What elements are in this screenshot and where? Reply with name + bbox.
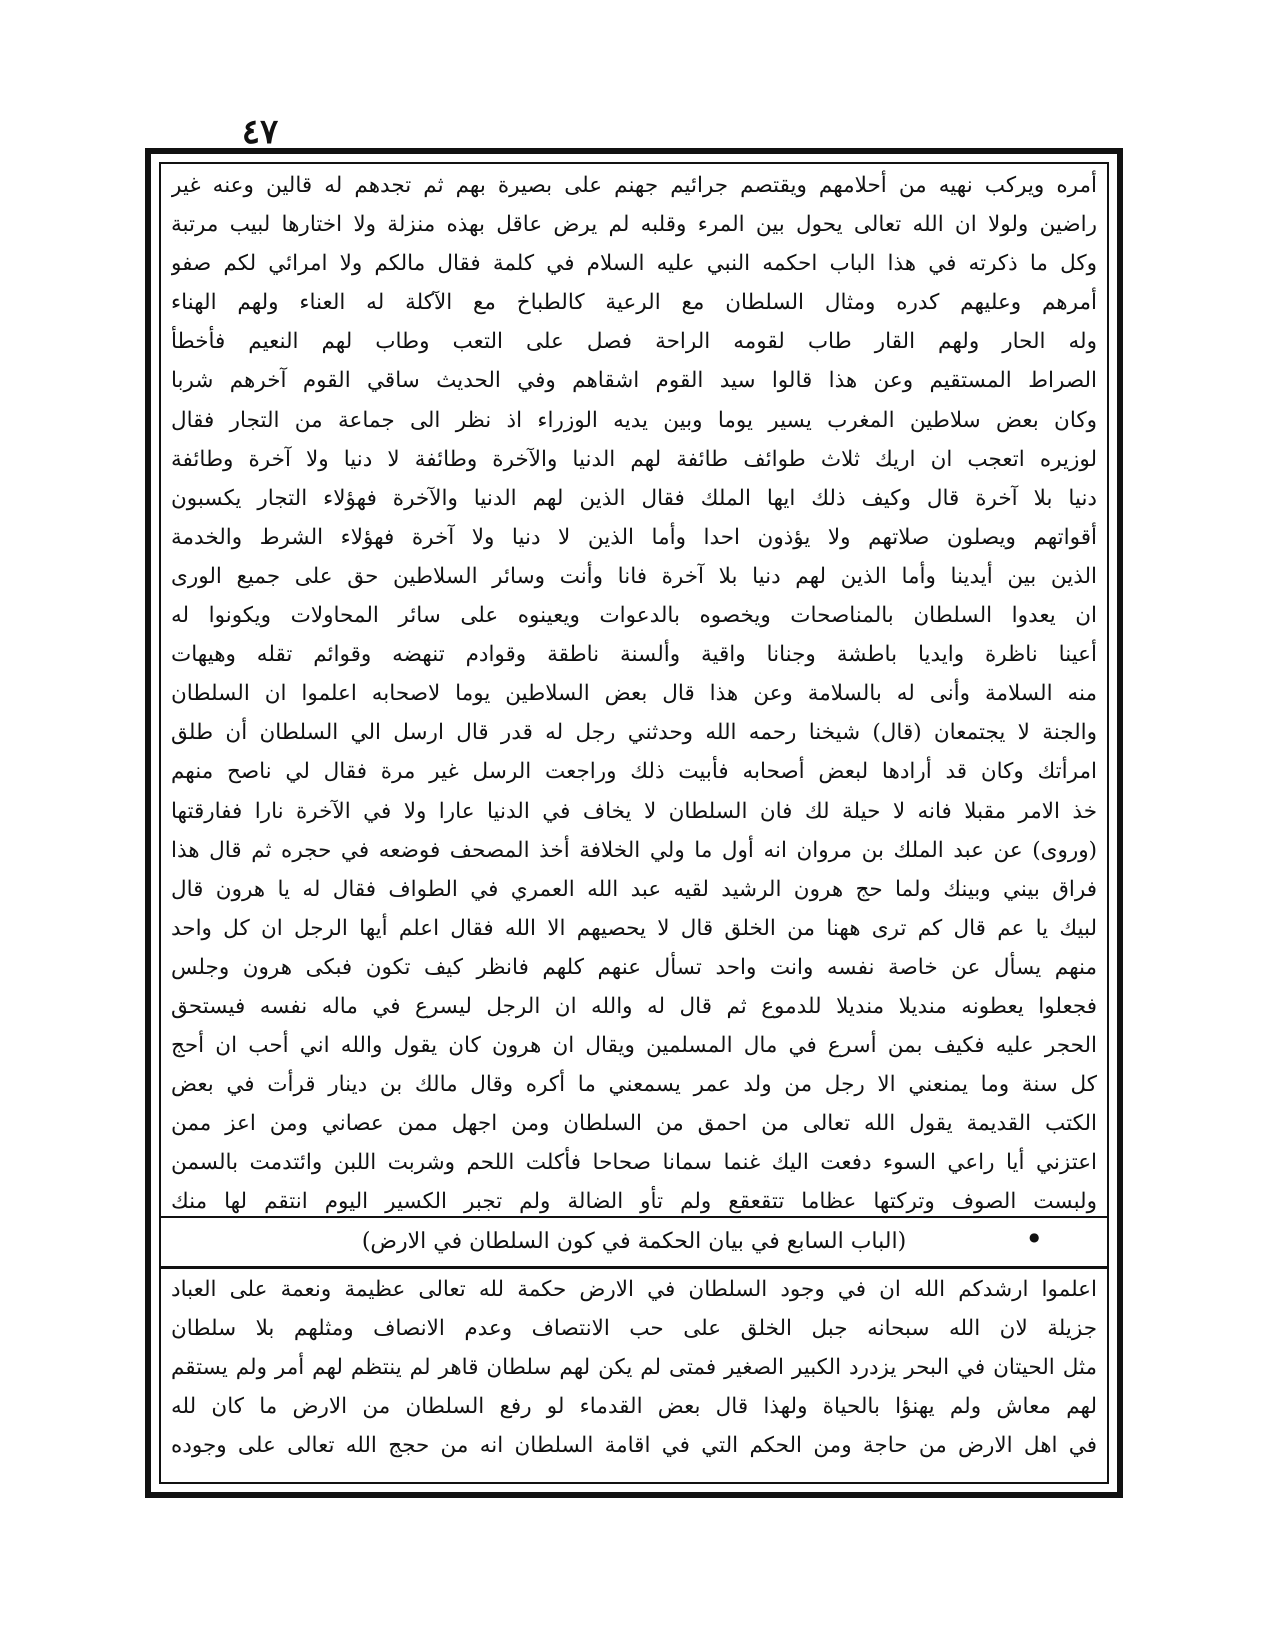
text-line: وله الحار ولهم القار طاب لقومه الراحة فصل على التعب وطاب لهم النعيم فأخطأ	[171, 329, 1097, 355]
text-line: راضين ولولا ان الله تعالى يحول بين المرء وقلبه لم يرض عاقل بهذه منزلة ولا اختارها لبيب مرتبة	[171, 212, 1097, 238]
text-line: الذين بين أيدينا وأما الذين لهم دنيا بلا آخرة فانا وأنت وسائر السلاطين حق على جميع الورى	[171, 563, 1097, 589]
text-line: أقواتهم ويصلون صلاتهم ولا يؤذون احدا وأما الذين لا دنيا ولا آخرة فهؤلاء الشرط والخدمة	[171, 524, 1097, 550]
text-line: ان يعدوا السلطان بالمناصحات ويخصوه بالدعوات ويعينوه على سائر المحاولات ويكونوا له	[171, 603, 1097, 629]
text-line: كل سنة وما يمنعني الا رجل من ولد عمر يسمعني ما أكره وقال مالك بن دينار قرأت في بعض	[171, 1072, 1097, 1098]
text-line: الصراط المستقيم وعن هذا قالوا سيد القوم اشقاهم وفي الحديث ساقي القوم آخرهم شربا	[171, 368, 1097, 394]
chapter-text-block	[171, 1270, 1097, 1480]
text-line: خذ الامر مقبلا فانه لا حيلة لك فان السلطان لا يخاف في الدنيا عارا ولا في الآخرة نارا ففارقتها	[171, 798, 1097, 824]
text-line: أمره ويركب نهيه من أحلامهم ويقتصم جرائيم جهنم على بصيرة بهم ثم تجدهم له قالين وعنه غير	[171, 173, 1097, 198]
text-line: (وروى) عن عبد الملك بن مروان انه أول ما ولي الخلافة أخذ المصحف فوضعه في حجره ثم قال هذا	[171, 837, 1097, 863]
text-line: لوزيره اتعجب ان اريك ثلاث طوائف طائفة لهم الدنيا والآخرة وطائفة لا دنيا ولا آخرة وطائفة	[171, 446, 1097, 472]
page-frame	[145, 148, 1123, 1498]
chapter-heading: (الباب السابع في بيان الحكمة في كون السلطان في الارض)	[361, 1229, 907, 1254]
inner-frame	[159, 162, 1109, 1484]
chapter-heading-band	[161, 1216, 1107, 1269]
chapter-line: جزيلة لان الله سبحانه جبل الخلق على حب الانتصاف وعدم الانصاف ومثلهم بلا سلطان	[171, 1316, 1097, 1342]
text-line: أمرهم وعليهم كدره ومثال السلطان مع الرعية كالطباخ مع الآكلة له العناء ولهم الهناء	[171, 290, 1097, 316]
text-line: الكتب القديمة يقول الله تعالى من احمق من السلطان ومن اجهل ممن عصاني ومن اعز ممن	[171, 1111, 1097, 1137]
text-line: دنيا بلا آخرة قال وكيف ذلك ايها الملك فقال الذين لهم الدنيا والآخرة فهؤلاء التجار يكسبون	[171, 485, 1097, 511]
page-number: ٤٧	[241, 112, 279, 152]
text-line: فراق بيني وبينك ولما حج هرون الرشيد لقيه عبد الله العمري في الطواف فقال له يا هرون قال	[171, 876, 1097, 902]
chapter-line: مثل الحيتان في البحر يزدرد الكبير الصغير فمتى لم يكن لهم سلطان قاهر لم ينتظم لهم أمر ولم يستقم	[171, 1355, 1097, 1381]
text-line: وكان بعض سلاطين المغرب يسير يوما وبين يديه الوزراء اذ نظر الى جماعة من التجار فقال	[171, 407, 1097, 433]
chapter-line: اعلموا ارشدكم الله ان في وجود السلطان في الارض حكمة لله تعالى عظيمة ونعمة على العباد	[171, 1277, 1097, 1302]
text-line: اعتزني أيا راعي السوء دفعت اليك غنما سمانا صحاحا فأكلت اللحم وشربت اللبن وائتدمت بالسمن	[171, 1150, 1097, 1176]
text-line: والجنة لا يجتمعان (قال) شيخنا رحمه الله وحدثني رجل له قدر قال ارسل الي السلطان أن طلق	[171, 720, 1097, 746]
chapter-line: لهم معاش ولم يهنؤا بالحياة ولهذا قال بعض القدماء لو رفع السلطان من الارض ما كان لله	[171, 1394, 1097, 1420]
text-line: ولبست الصوف وتركتها عظاما تتقعقع ولم تأو الضالة ولم تجبر الكسير اليوم انتقم لها منك	[171, 1189, 1097, 1215]
text-line: الحجر عليه فكيف بمن أسرع في مال المسلمين ويقال ان هرون كان يقول والله اني أحب ان أحج	[171, 1033, 1097, 1059]
text-line: امرأتك وكان قد أرادها لبعض أصحابه فأبيت ذلك وراجعت الرسل غير مرة فقال لي ناصح منهم	[171, 759, 1097, 785]
main-text-block	[171, 166, 1097, 1215]
text-line: منه السلامة وأنى له بالسلامة وعن هذا قال بعض السلاطين يوما لاصحابه اعلموا ان السلطان	[171, 681, 1097, 707]
text-line: منهم يسأل عن خاصة نفسه وانت واحد تسأل عنهم كلهم فانظر كيف تكون فبكى هرون وجلس	[171, 954, 1097, 980]
chapter-line: في اهل الارض من حاجة ومن الحكم التي في اقامة السلطان انه من حجج الله تعالى على وجوده	[171, 1433, 1097, 1459]
dot-marker-icon: ●	[1029, 1230, 1040, 1244]
text-line: وكل ما ذكرته في هذا الباب احكمه النبي عليه السلام في كلمة فقال مالكم ولا امرائي لكم صفو	[171, 251, 1097, 277]
text-line: فجعلوا يعطونه منديلا منديلا للدموع ثم قال له والله ان الرجل ليسرع في ماله نفسه فيستحق	[171, 993, 1097, 1019]
text-line: أعينا ناظرة وايديا باطشة وجنانا واقية وألسنة ناطقة وقوادم تنهضه وقوائم تقله وهيهات	[171, 642, 1097, 668]
text-line: لبيك يا عم قال كم ترى ههنا من الخلق قال لا يحصيهم الا الله فقال اعلم أيها الرجل ان كل واحد	[171, 915, 1097, 941]
